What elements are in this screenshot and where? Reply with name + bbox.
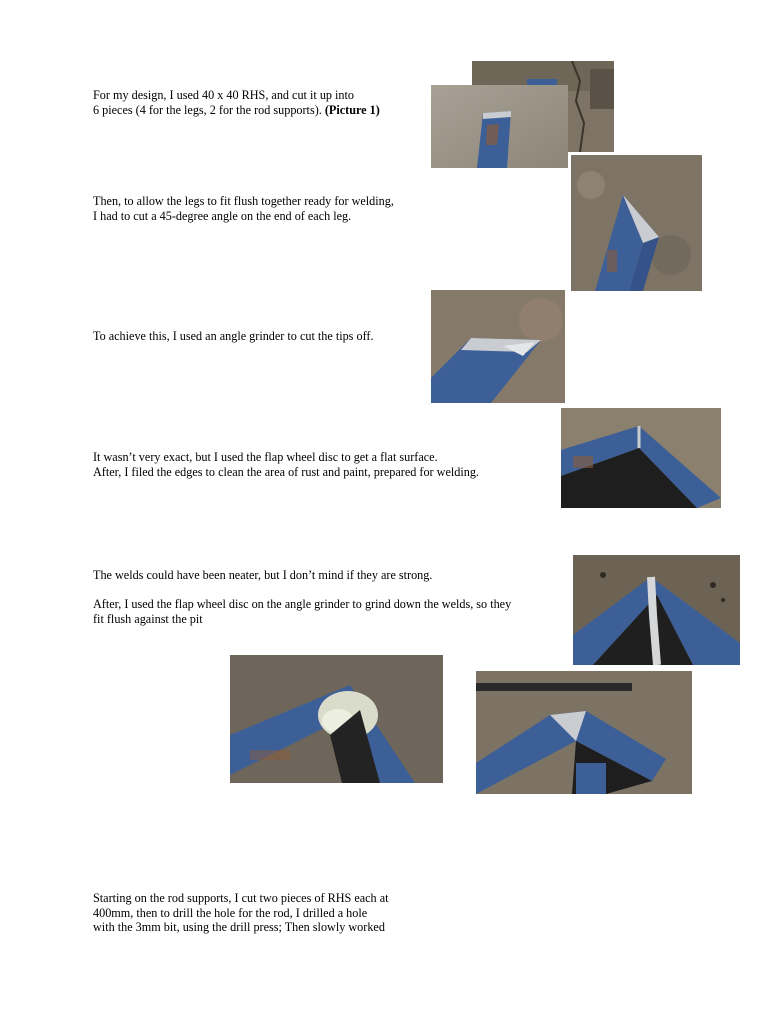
paragraph-line: For my design, I used 40 x 40 RHS, and cut it up into: [93, 88, 355, 102]
paragraph-rod-supports: [93, 891, 389, 935]
paragraph-grind-welds: [93, 597, 511, 626]
photo-45-degree-cut: [571, 155, 702, 291]
paragraph-45-degree-angle: [93, 194, 394, 223]
paragraph-welds: [93, 568, 432, 583]
photo-fitted-joint: [476, 671, 692, 794]
paragraph-flap-wheel: [93, 450, 479, 479]
paragraph-line: I had to cut a 45-degree angle on the end of each leg.: [93, 208, 352, 223]
photo-rhs-pieces: [431, 85, 568, 168]
photo-corner-prepared: [561, 408, 721, 508]
paragraph-line: with the 3mm bit, using the drill press; Then slowly worked: [93, 920, 385, 934]
paragraph-line: fit flush against the pit: [93, 611, 203, 626]
paragraph-line: The welds could have been neater, but I don’t mind if they are strong.: [93, 568, 433, 582]
paragraph-line: [93, 103, 380, 118]
paragraph-line: It wasn’t very exact, but I used the flap wheel disc to get a flat surface.: [93, 450, 438, 464]
paragraph-angle-grinder: [93, 329, 374, 344]
paragraph-cutting-rhs: [93, 88, 380, 117]
paragraph-line: 400mm, then to drill the hole for the rod, I drilled a hole: [93, 905, 368, 920]
photo-welded-corner: [573, 555, 740, 665]
paragraph-text: 6 pieces (4 for the legs, 2 for the rod supports).: [93, 102, 325, 117]
photo-ground-weld: [230, 655, 443, 783]
paragraph-line: After, I used the flap wheel disc on the angle grinder to grind down the welds, so they: [93, 597, 512, 611]
paragraph-line: Then, to allow the legs to fit flush together ready for welding,: [93, 194, 394, 208]
paragraph-line: Starting on the rod supports, I cut two pieces of RHS each at: [93, 891, 389, 905]
paragraph-line: After, I filed the edges to clean the area of rust and paint, prepared for welding.: [93, 464, 479, 479]
photo-tip-cut-off: [431, 290, 565, 403]
picture-reference: (Picture 1): [324, 102, 380, 117]
paragraph-line: To achieve this, I used an angle grinder to cut the tips off.: [93, 329, 374, 343]
